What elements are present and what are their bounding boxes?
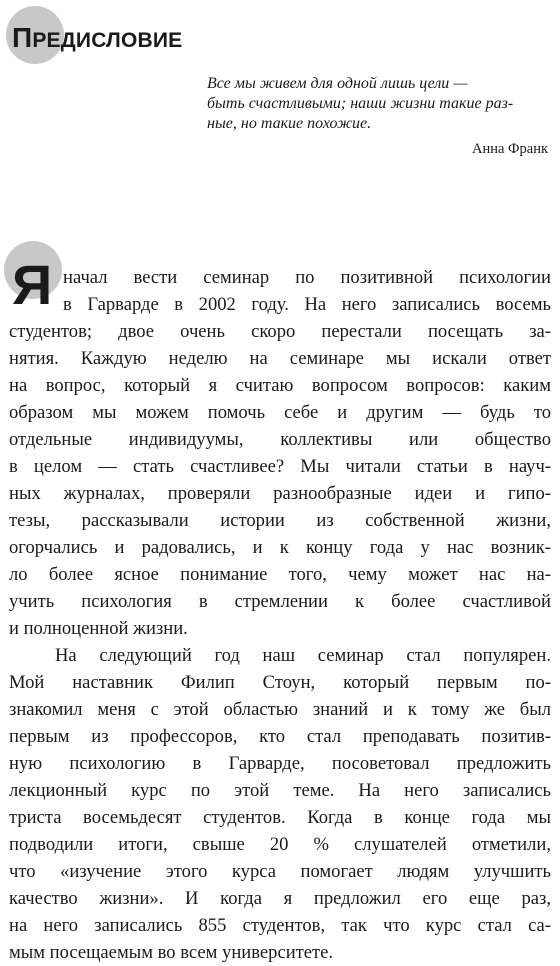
page-title	[12, 22, 182, 54]
epigraph	[207, 74, 547, 134]
epigraph-author: Анна Франк	[472, 141, 548, 157]
text-line: триста восемьдесят студентов. Когда в конце года мы	[9, 807, 551, 828]
text-line: качество жизни». И когда я предложил его еще раз,	[9, 888, 551, 909]
text-line: в целом — стать счастливее? Мы читали статьи в науч-	[9, 456, 551, 477]
text-line: студентов; двое очень скоро перестали посещать за-	[9, 321, 551, 342]
text-line: что «изучение этого курса помогает людям улучшить	[9, 861, 551, 882]
text-line: первым из профессоров, кто стал преподавать позитив-	[9, 726, 551, 747]
text-line: отдельные индивидуумы, коллективы или общество	[9, 429, 551, 450]
text-line: мым посещаемым во всем университете.	[9, 942, 334, 963]
text-line: подводили итоги, свыше 20 % слушателей отметили,	[9, 834, 551, 855]
text-line: начал вести семинар по позитивной психологии	[63, 267, 551, 288]
epigraph-line: ные, но такие похожие.	[207, 115, 372, 132]
text-line: нятия. Каждую неделю на семинаре мы искали ответ	[9, 348, 551, 369]
page-title-rest: РЕДИСЛОВИЕ	[32, 29, 183, 52]
text-line: огорчались и радовались, и к концу года у нас возник-	[9, 537, 551, 558]
text-line: и полноценной жизни.	[9, 618, 188, 639]
epigraph-line: Все мы живем для одной лишь цели —	[207, 75, 468, 92]
page-title-first-letter: П	[12, 22, 33, 53]
text-line: на вопрос, который я считаю вопросом вопросов: каким	[9, 375, 551, 396]
text-line: Мой наставник Филип Стоун, который первым по-	[9, 672, 551, 693]
text-line: на него записались 855 студентов, так что курс стал са-	[9, 915, 551, 936]
body-text	[9, 264, 551, 966]
text-line: образом мы можем помочь себе и другим — будь то	[9, 402, 551, 423]
text-line: тезы, рассказывали истории из собственной жизни,	[9, 510, 551, 531]
drop-cap: Я	[12, 253, 53, 316]
text-line: ло более ясное понимание того, чему может нас на-	[9, 564, 551, 585]
text-line: в Гарварде в 2002 году. На него записались восемь	[63, 294, 551, 315]
text-line: ную психологию в Гарварде, посоветовал предложить	[9, 753, 551, 774]
text-line: На следующий год наш семинар стал популярен.	[55, 645, 551, 666]
text-line: лекционный курс по этой теме. На него записались	[9, 780, 551, 801]
text-line: ных журналах, проверяли разнообразные идеи и гипо-	[9, 483, 551, 504]
text-line: учить психология в стремлении к более счастливой	[9, 591, 551, 612]
epigraph-line: быть счастливыми; наши жизни такие раз-	[207, 95, 514, 112]
text-line: знакомил меня с этой областью знаний и к тому же был	[9, 699, 551, 720]
